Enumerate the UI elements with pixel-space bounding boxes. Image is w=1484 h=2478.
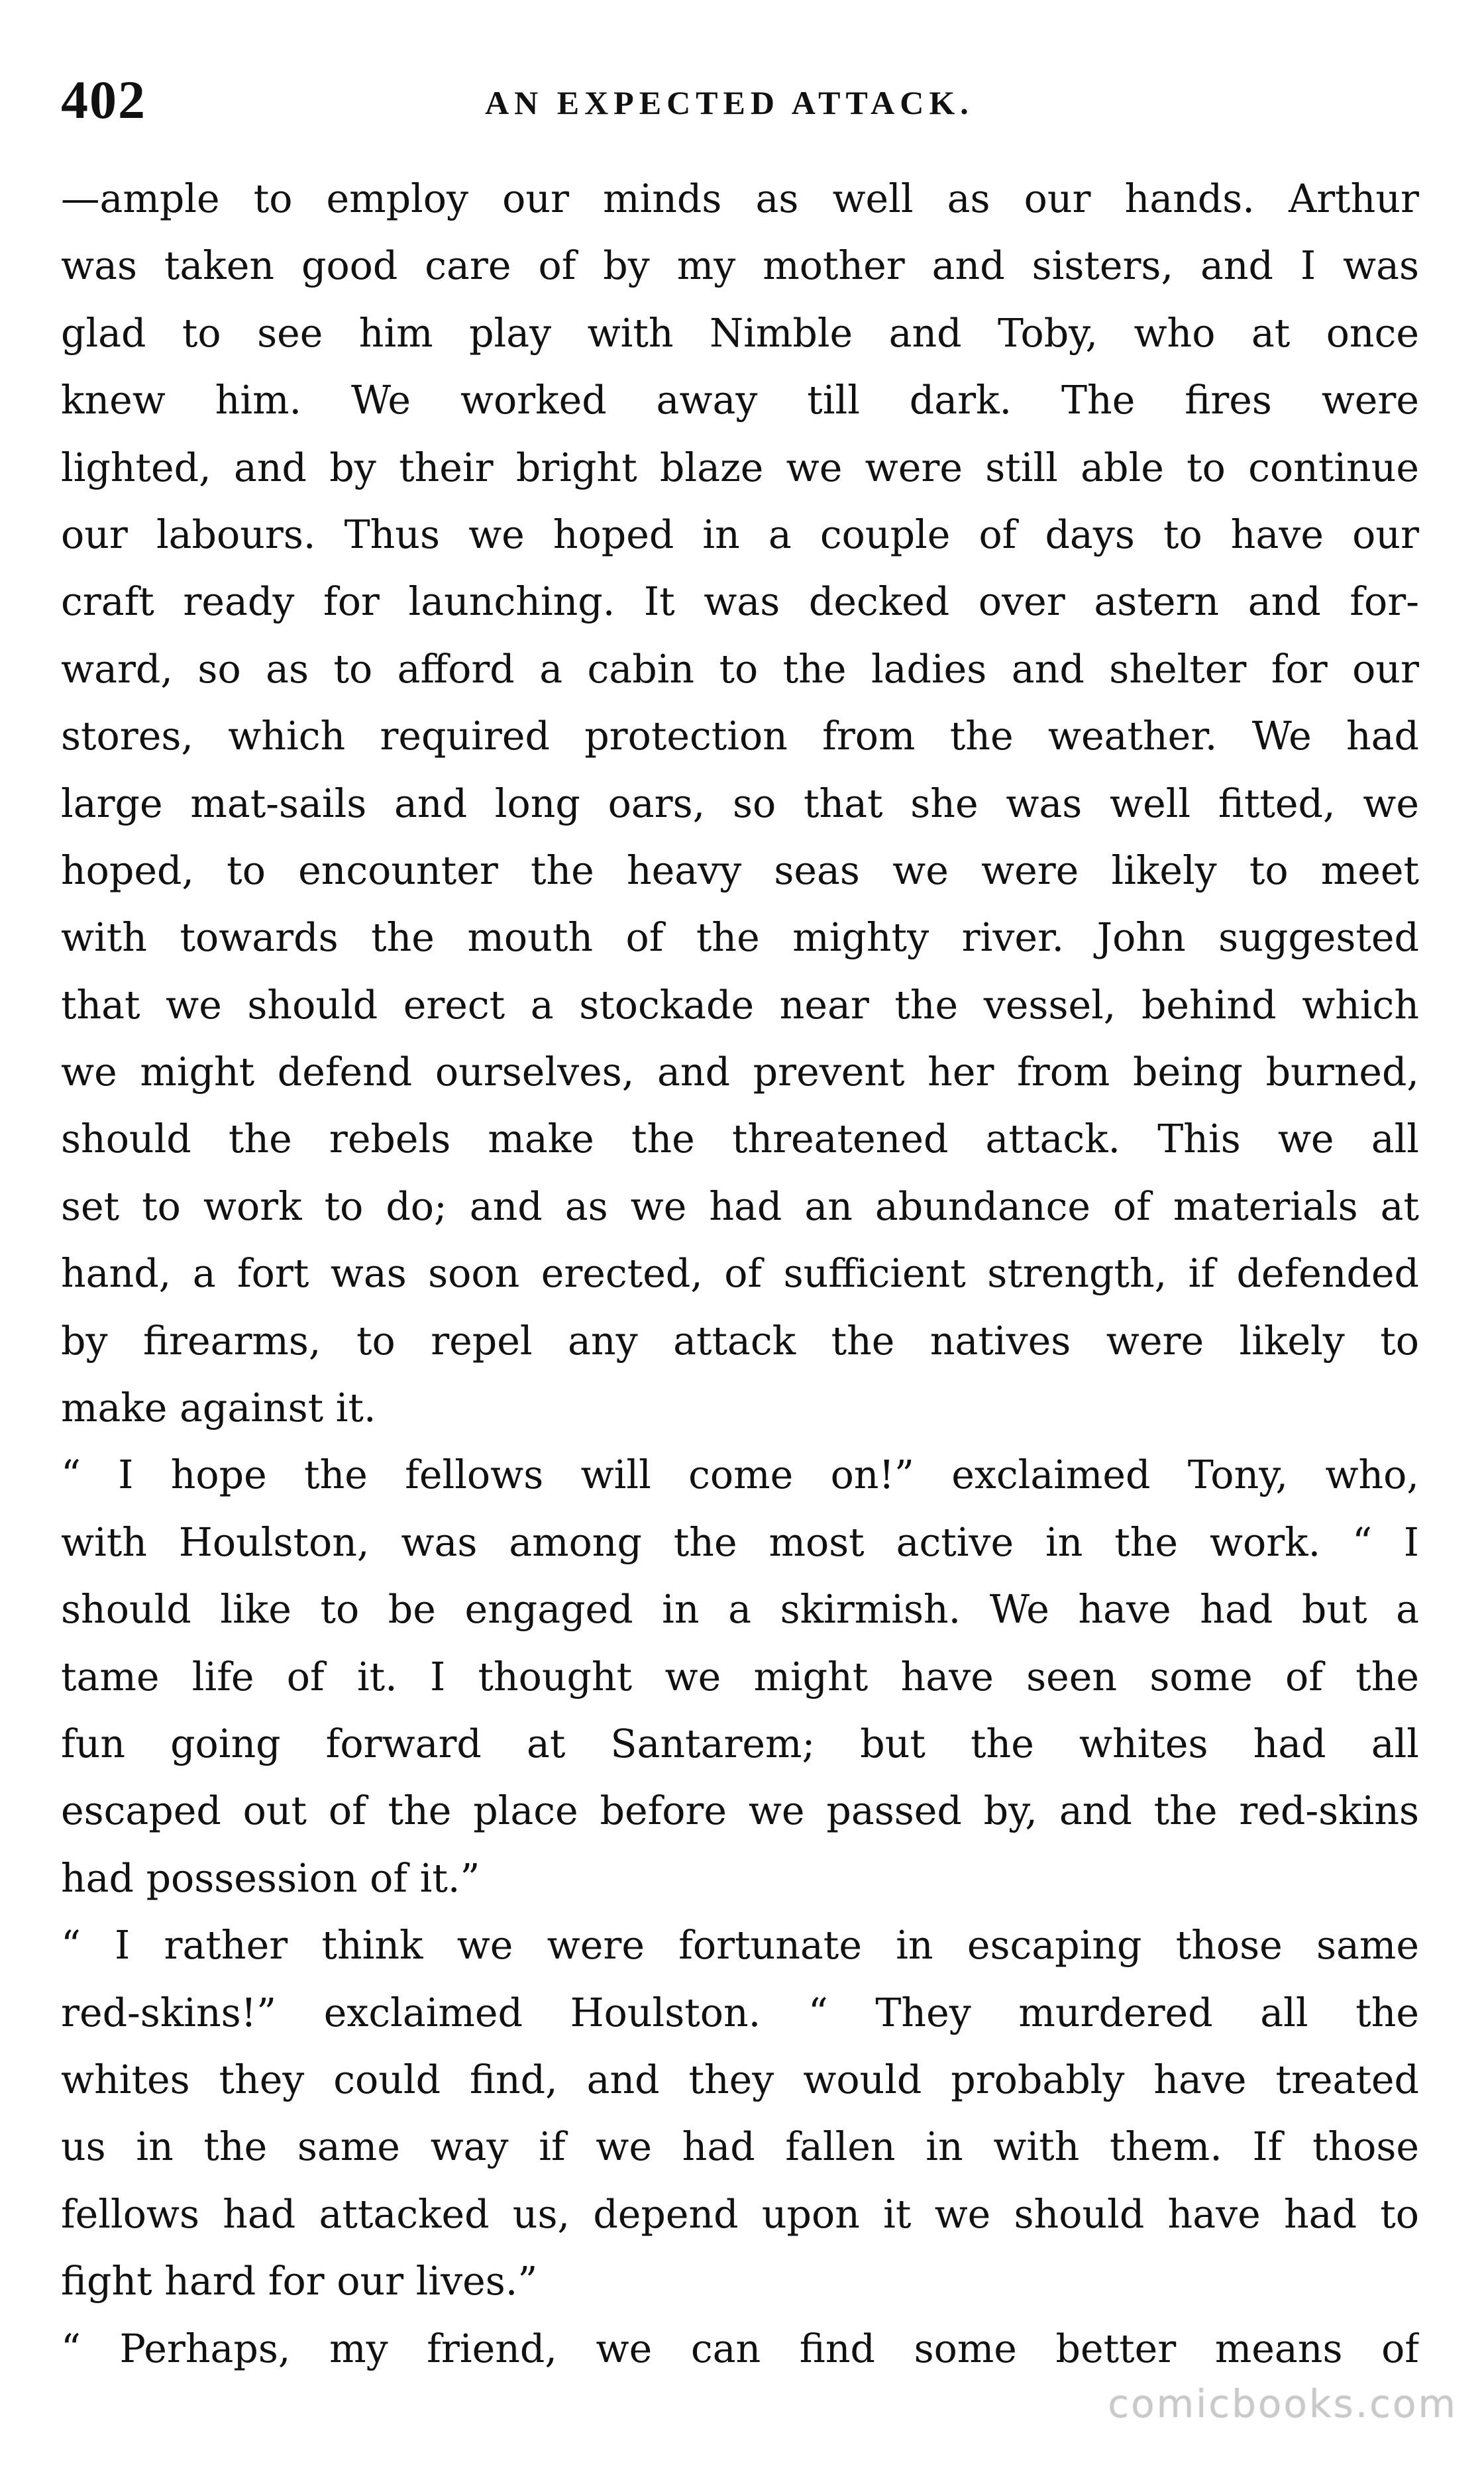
text-line: that we should erect a stockade near the vessel, behind which — [61, 982, 1419, 1028]
paragraph — [61, 166, 1419, 1442]
text-line: escaped out of the place before we passed by, and the red-skins — [61, 1788, 1419, 1834]
text-line: us in the same way if we had fallen in with them. If those — [61, 2124, 1419, 2170]
text-line: “ I hope the fellows will come on!” exclaimed Tony, who, — [61, 1452, 1419, 1498]
running-head: AN EXPECTED ATTACK. — [485, 84, 974, 121]
watermark: comicbooks.com — [1108, 2381, 1458, 2426]
page-header — [61, 64, 1419, 136]
text-line: glad to see him play with Nimble and Toby, who at once — [61, 310, 1419, 356]
text-line: hand, a fort was soon erected, of sufficient strength, if defended — [61, 1251, 1419, 1297]
text-line: whites they could find, and they would probably have treated — [61, 2057, 1419, 2102]
text-line: craft ready for launching. It was decked over astern and for- — [61, 579, 1419, 625]
text-line: stores, which required protection from the weather. We had — [61, 714, 1419, 759]
paragraph — [61, 2316, 1419, 2383]
text-line: fun going forward at Santarem; but the whites had all — [61, 1721, 1419, 1766]
text-line: our labours. Thus we hoped in a couple of days to have our — [61, 512, 1419, 557]
body-text — [61, 166, 1419, 2383]
page-number: 402 — [61, 70, 146, 130]
text-line: “ Perhaps, my friend, we can find some better means of — [61, 2326, 1419, 2371]
text-line: make against it. — [61, 1385, 376, 1431]
text-line: “ I rather think we were fortunate in escaping those same — [61, 1923, 1419, 1968]
text-line: lighted, and by their bright blaze we were still able to continue — [61, 445, 1419, 490]
text-line: with Houlston, was among the most active in the work. “ I — [61, 1519, 1419, 1565]
text-line: fellows had attacked us, depend upon it we should have had to — [61, 2191, 1419, 2237]
text-line: knew him. We worked away till dark. The fires were — [61, 378, 1419, 423]
text-line: red-skins!” exclaimed Houlston. “ They murdered all the — [61, 1990, 1419, 2035]
text-line: we might defend ourselves, and prevent her from being burned, — [61, 1050, 1419, 1095]
text-line: with towards the mouth of the mighty river. John suggested — [61, 915, 1419, 961]
text-line: should like to be engaged in a skirmish. We have had but a — [61, 1587, 1419, 1633]
paragraph — [61, 1912, 1419, 2315]
text-line: should the rebels make the threatened attack. This we all — [61, 1116, 1419, 1162]
text-line: large mat-sails and long oars, so that she was well fitted, we — [61, 781, 1419, 826]
text-line: by firearms, to repel any attack the natives were likely to — [61, 1318, 1419, 1364]
text-line: had possession of it.” — [61, 1855, 480, 1901]
text-line: set to work to do; and as we had an abundance of materials at — [61, 1183, 1419, 1229]
paragraph — [61, 1442, 1419, 1912]
text-line: fight hard for our lives.” — [61, 2259, 538, 2304]
text-line: ward, so as to afford a cabin to the ladies and shelter for our — [61, 646, 1419, 692]
text-line: was taken good care of by my mother and sisters, and I was — [61, 243, 1419, 289]
text-line: —ample to employ our minds as well as our hands. Arthur — [61, 176, 1419, 221]
text-line: tame life of it. I thought we might have seen some of the — [61, 1654, 1419, 1699]
text-line: hoped, to encounter the heavy seas we were likely to meet — [61, 847, 1419, 893]
